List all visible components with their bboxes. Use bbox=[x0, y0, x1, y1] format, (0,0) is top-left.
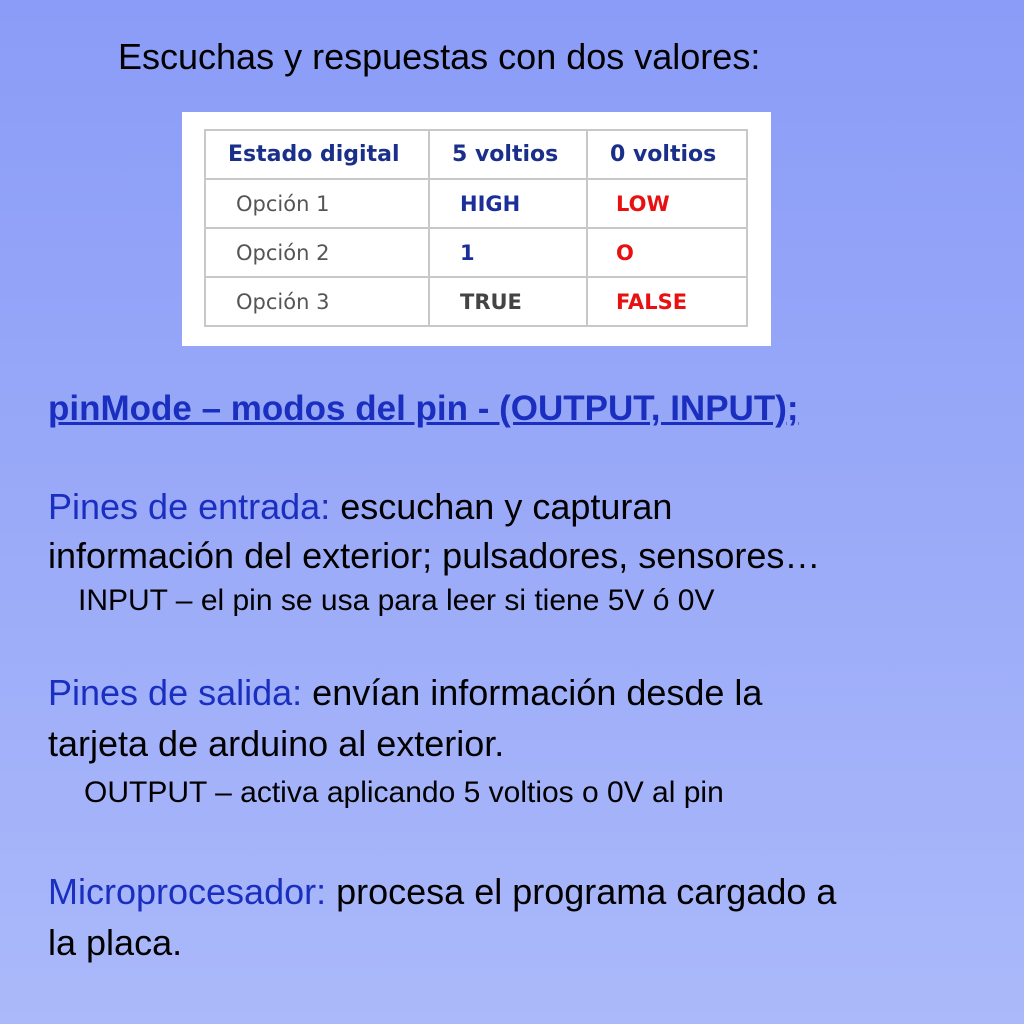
input-section-line1 bbox=[48, 484, 672, 530]
micro-section-text-1: procesa el programa cargado a bbox=[326, 871, 837, 912]
header-0-voltios: 0 voltios bbox=[587, 130, 747, 179]
option-cell: Opción 3 bbox=[205, 277, 429, 326]
input-section-label: Pines de entrada: bbox=[48, 486, 331, 527]
pinmode-heading: pinMode – modos del pin - (OUTPUT, INPUT); bbox=[48, 389, 799, 428]
output-section-text-2: tarjeta de arduino al exterior. bbox=[48, 723, 505, 764]
micro-section-text-2: la placa. bbox=[48, 922, 183, 963]
high-value-cell: 1 bbox=[429, 228, 587, 277]
option-cell: Opción 1 bbox=[205, 179, 429, 228]
table-row bbox=[205, 179, 747, 228]
input-section-text-2: información del exterior; pulsadores, sensores… bbox=[48, 535, 821, 576]
header-5-voltios: 5 voltios bbox=[429, 130, 587, 179]
digital-states-table-frame bbox=[182, 112, 771, 346]
digital-states-table bbox=[204, 129, 748, 327]
output-section-text-1: envían información desde la bbox=[302, 672, 763, 713]
micro-section-label: Microprocesador: bbox=[48, 871, 327, 912]
micro-section-line1 bbox=[48, 869, 836, 915]
slide-title: Escuchas y respuestas con dos valores: bbox=[118, 36, 761, 77]
input-section-text-1: escuchan y capturan bbox=[330, 486, 673, 527]
table-row bbox=[205, 277, 747, 326]
high-value-cell: TRUE bbox=[429, 277, 587, 326]
header-estado-digital: Estado digital bbox=[205, 130, 429, 179]
high-value-cell: HIGH bbox=[429, 179, 587, 228]
low-value-cell: LOW bbox=[587, 179, 747, 228]
low-value-cell: FALSE bbox=[587, 277, 747, 326]
input-detail: INPUT – el pin se usa para leer si tiene 5V ó 0V bbox=[78, 584, 715, 617]
output-section-label: Pines de salida: bbox=[48, 672, 303, 713]
table-header-row bbox=[205, 130, 747, 179]
output-detail: OUTPUT – activa aplicando 5 voltios o 0V al pin bbox=[84, 776, 724, 809]
low-value-cell: O bbox=[587, 228, 747, 277]
option-cell: Opción 2 bbox=[205, 228, 429, 277]
output-section-line1 bbox=[48, 670, 762, 716]
table-row bbox=[205, 228, 747, 277]
